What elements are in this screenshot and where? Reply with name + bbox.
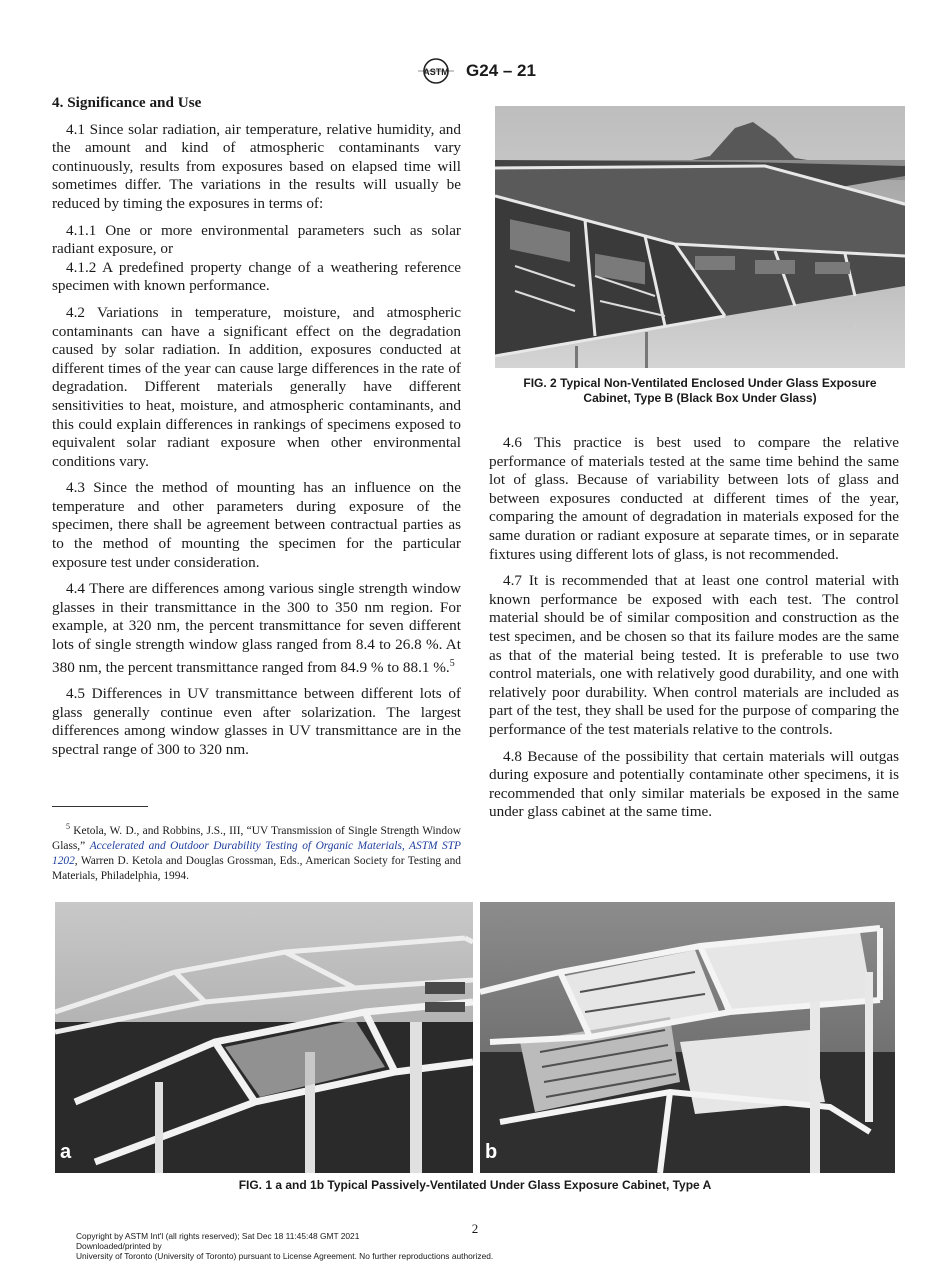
right-column xyxy=(489,434,899,830)
paragraph-4-8: 4.8 Because of the possibility that certain materials will outgas during exposure and potentially contaminate other specimens, it is recommended that only similar materials be exposed in the same under glass cabinet at the same time. xyxy=(489,747,899,821)
downloaded-line: Downloaded/printed by xyxy=(76,1241,162,1252)
license-line: University of Toronto (University of Toronto) pursuant to License Agreement. No further reproductions authorized. xyxy=(76,1251,494,1262)
footnote xyxy=(52,819,461,884)
left-column xyxy=(52,94,461,768)
paragraph-4-1: 4.1 Since solar radiation, air temperature, relative humidity, and the amount and kind of atmospheric contaminants vary continuously, results from exposures based on elapsed time will sometimes differ. The variations in the results will usually be reduced by timing the exposures in terms of: xyxy=(52,120,461,212)
copyright-line: Copyright by ASTM Int'l (all rights reserved); Sat Dec 18 11:45:48 GMT 2021 xyxy=(76,1231,360,1241)
paragraph-4-4 xyxy=(52,580,461,677)
page-header xyxy=(0,56,950,86)
svg-text:ASTM: ASTM xyxy=(423,67,449,77)
section-heading: 4. Significance and Use xyxy=(52,94,202,111)
page-number: 2 xyxy=(471,1221,479,1236)
figure-1b-photo xyxy=(480,902,895,1173)
footnote-marker: 5 xyxy=(66,822,70,831)
figure-2-caption-line-2: Cabinet, Type B (Black Box Under Glass) xyxy=(583,391,817,405)
footnote-text-end: , Warren D. Ketola and Douglas Grossman, Eds., American Society for Testing and Materials, Philadelphia, 1994. xyxy=(52,854,461,882)
figure-1a-photo xyxy=(55,902,473,1173)
paragraph-4-3: 4.3 Since the method of mounting has an influence on the temperature and other parameters during exposure of the specimen, there shall be agreement between contractual parties as to the method of mounting the specimen for the particular exposure test under consideration. xyxy=(52,479,461,571)
astm-logo-icon xyxy=(414,56,458,86)
figure-2-photo xyxy=(495,106,905,368)
footnote-divider xyxy=(52,806,148,807)
paragraph-4-5: 4.5 Differences in UV transmittance between different lots of glass generally continue even after solarization. The largest differences among window glasses in UV transmittance are in the spectral range of 300 to 320 nm. xyxy=(52,685,461,759)
figure-2-caption-line-1: FIG. 2 Typical Non-Ventilated Enclosed Under Glass Exposure xyxy=(523,376,877,390)
paragraph-4-1-2: 4.1.2 A predefined property change of a weathering reference specimen with known performance. xyxy=(52,258,461,295)
paragraph-4-6: 4.6 This practice is best used to compare the relative performance of materials tested at the same time behind the same lot of glass. Because of variability between lots of glass and between exposures conducted at different times of the year, comparing the amount of degradation in materials exposed for the same duration or radiant exposure at separate times, or in separate fixtures using different lots of glass, is not recommended. xyxy=(489,434,899,563)
footnote-reference[interactable]: 5 xyxy=(449,657,455,669)
paragraph-4-2: 4.2 Variations in temperature, moisture, and atmospheric contaminants can have a significant effect on the degradation caused by solar radiation. In addition, exposures conducted at different times of the year can cause large differences in the rate of degradation. Different materials generally have different sensitivities to heat, moisture, and atmospheric contaminants, and this could explain differences in rankings of specimens exposed to equivalent solar radiant exposure when other environmental conditions vary. xyxy=(52,303,461,470)
footnote-link[interactable]: Accelerated and Outdoor Durability Testing of Organic Materials, ASTM STP 1202 xyxy=(52,839,461,867)
footnote-text-start: Ketola, W. D., and Robbins, J.S., III, “UV Transmission of Single Strength Window Glass,” xyxy=(52,824,461,852)
figure-1b-label: b xyxy=(485,1141,498,1163)
paragraph-4-1-1: 4.1.1 One or more environmental parameters such as solar radiant exposure, or xyxy=(52,221,461,258)
figure-1-caption: FIG. 1 a and 1b Typical Passively-Ventilated Under Glass Exposure Cabinet, Type A xyxy=(238,1178,712,1192)
figure-1a-label: a xyxy=(60,1141,72,1163)
document-designation: G24 – 21 xyxy=(466,61,536,80)
paragraph-4-4-text: 4.4 There are differences among various single strength window glasses in their transmittance in the 300 to 350 nm region. For example, at 320 nm, the percent transmittance for seven different lots of single strength window glass ranged from 8.4 to 26.8 %. At 380 nm, the percent transmittance ranged from 84.9 % to 88.1 %. xyxy=(52,580,461,676)
paragraph-4-7: 4.7 It is recommended that at least one control material with known performance be exposed with each test. The control material should be of similar composition and construction as the test specimen, and be chosen so that its failure modes are the same as that of the material being tested. It is preferable to use two control materials, one with relatively good durability, and one with relatively poor durability. When control materials are included as part of the test, they shall be used for the purpose of comparing the performance of the test materials relative to the controls. xyxy=(489,572,899,738)
copyright-notice xyxy=(76,1231,776,1262)
figure-2-caption xyxy=(495,376,905,406)
